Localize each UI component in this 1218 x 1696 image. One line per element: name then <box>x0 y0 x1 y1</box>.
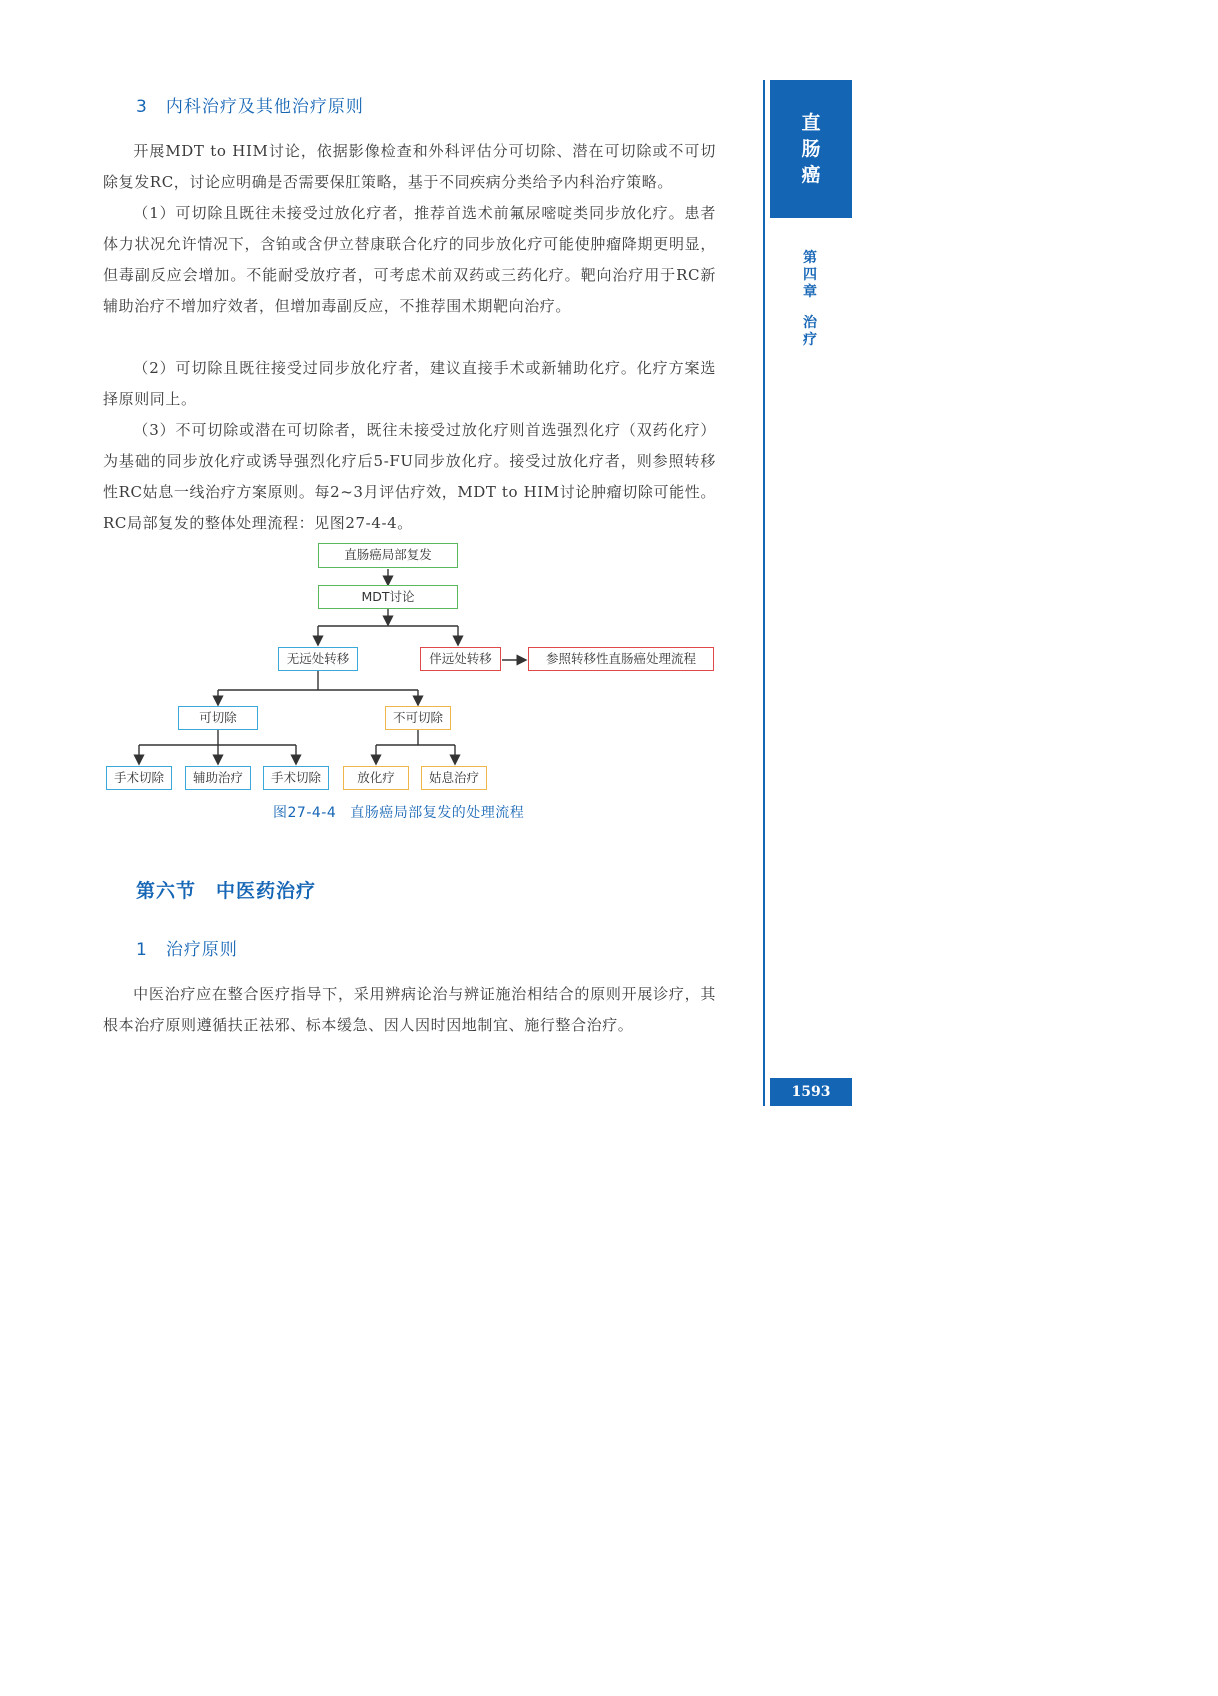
chapter-char: 章 <box>803 284 817 300</box>
subsection-title: 治疗原则 <box>165 940 238 960</box>
section-heading-6 <box>136 876 316 903</box>
paragraph-text: （1）可切除且既往未接受过放化疗者，推荐首选术前氟尿嘧啶类同步放化疗。患者体力状况允许情况下，含铂或含伊立替康联合化疗的同步放化疗可能使肿瘤降期更明显，但毒副反应会增加。不能耐受放疗者，可考虑术前双药或三药化疗。靶向治疗用于RC新辅助治疗不增加疗效者，但增加毒副反应，不推荐围术期靶向治疗。 <box>103 204 716 315</box>
paragraph-item-3 <box>103 415 716 539</box>
node-chemoradiation: 放化疗 <box>343 766 409 790</box>
sidebar-divider-line <box>763 80 765 1106</box>
node-with-distant: 伴远处转移 <box>420 647 501 671</box>
node-root: 直肠癌局部复发 <box>318 543 458 568</box>
paragraph-text: 开展MDT to HIM讨论，依据影像检查和外科评估分可切除、潜在可切除或不可切除复发RC，讨论应明确是否需要保肛策略，基于不同疾病分类给予内科治疗策略。 <box>103 142 716 191</box>
figure-label: 图27-4-4 <box>273 805 337 821</box>
node-surgery-1: 手术切除 <box>106 766 172 790</box>
tab-char: 直 <box>801 112 821 134</box>
chapter-title-char: 疗 <box>803 332 817 348</box>
paragraph-item-1 <box>103 198 716 322</box>
paragraph-intro <box>103 136 716 198</box>
node-unresectable: 不可切除 <box>385 706 451 730</box>
chapter-label <box>800 250 820 349</box>
chapter-char: 四 <box>803 267 817 283</box>
node-palliative: 姑息治疗 <box>421 766 487 790</box>
node-surgery-2: 手术切除 <box>263 766 329 790</box>
node-no-distant: 无远处转移 <box>278 647 358 671</box>
chapter-char: 第 <box>803 250 817 266</box>
tab-char: 肠 <box>801 138 821 160</box>
chapter-tab <box>770 80 852 218</box>
tab-char: 癌 <box>801 164 821 186</box>
page-number: 1593 <box>770 1078 852 1106</box>
node-mdt: MDT讨论 <box>318 585 458 609</box>
chapter-title-char: 治 <box>803 315 817 331</box>
section-title: 内科治疗及其他治疗原则 <box>165 97 364 117</box>
section-number: 3 <box>136 97 148 117</box>
subsection-number: 1 <box>136 940 148 960</box>
paragraph-text: （3）不可切除或潜在可切除者，既往未接受过放化疗则首选强烈化疗（双药化疗）为基础的同步放化疗或诱导强烈化疗后5-FU同步放化疗。接受过放化疗者，则参照转移性RC姑息一线治疗方案原则。每2~3月评估疗效，MDT to HIM讨论肿瘤切除可能性。RC局部复发的整体处理流程：见图27-4-4。 <box>103 421 716 532</box>
node-adjuvant: 辅助治疗 <box>185 766 251 790</box>
paragraph-tcm <box>103 979 716 1041</box>
subsection-heading-1 <box>136 935 238 960</box>
figure-title: 直肠癌局部复发的处理流程 <box>350 805 525 821</box>
node-resectable: 可切除 <box>178 706 258 730</box>
node-ref-metastatic: 参照转移性直肠癌处理流程 <box>528 647 714 671</box>
paragraph-text: （2）可切除且既往接受过同步放化疗者，建议直接手术或新辅助化疗。化疗方案选择原则同上。 <box>103 359 716 408</box>
paragraph-text: 中医治疗应在整合医疗指导下，采用辨病论治与辨证施治相结合的原则开展诊疗，其根本治疗原则遵循扶正祛邪、标本缓急、因人因时因地制宜、施行整合治疗。 <box>103 985 716 1034</box>
paragraph-item-2 <box>103 353 716 415</box>
section-title: 中医药治疗 <box>216 880 317 902</box>
figure-caption <box>273 802 524 822</box>
section-heading-3 <box>136 92 364 117</box>
section-label: 第六节 <box>136 880 197 902</box>
